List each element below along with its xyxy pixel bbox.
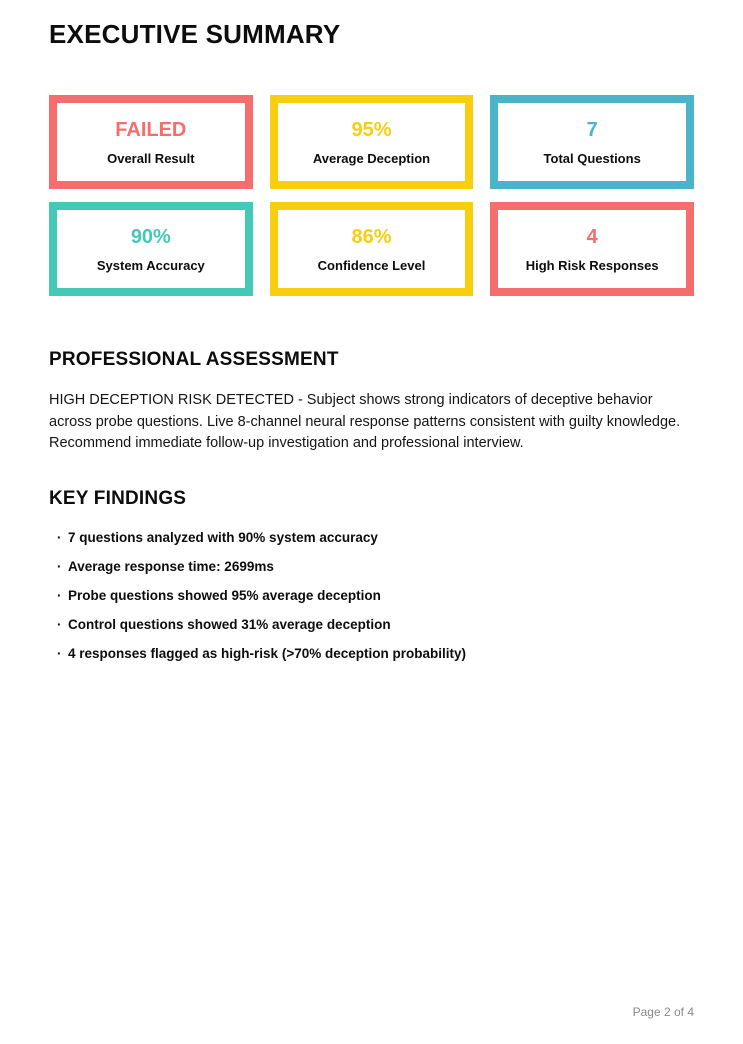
stat-value: FAILED	[115, 118, 187, 141]
stat-label: Overall Result	[107, 150, 195, 166]
assessment-body: HIGH DECEPTION RISK DETECTED - Subject shows strong indicators of deceptive behavior across probe questions. Live 8-channel neural response patterns consistent with guilty knowledge. Recommend immediate follow-up investigation and professional interview.	[49, 392, 681, 451]
findings-heading: KEY FINDINGS	[49, 487, 187, 509]
page-title: EXECUTIVE SUMMARY	[49, 19, 341, 49]
finding-item: · Control questions showed 31% average deception	[49, 618, 694, 632]
page-number: Page 2 of 4	[632, 1005, 694, 1019]
stat-label: System Accuracy	[96, 257, 205, 273]
stat-label: High Risk Responses	[525, 257, 659, 273]
stat-card	[490, 95, 694, 189]
stat-card	[270, 202, 474, 296]
stat-value: 4	[586, 225, 598, 248]
finding-item: · 4 responses flagged as high-risk (>70% deception probability)	[49, 647, 694, 661]
stat-value: 95%	[351, 118, 392, 141]
finding-item: · Probe questions showed 95% average deception	[49, 589, 694, 603]
findings-list	[49, 531, 694, 661]
stats-grid	[49, 95, 694, 296]
stat-value: 7	[586, 118, 598, 141]
finding-item: · Average response time: 2699ms	[49, 560, 694, 574]
stat-card	[49, 202, 253, 296]
finding-item: · 7 questions analyzed with 90% system accuracy	[49, 531, 694, 545]
stat-label: Average Deception	[312, 150, 431, 166]
stat-value: 86%	[351, 225, 392, 248]
stat-label: Confidence Level	[317, 257, 426, 273]
stat-value: 90%	[130, 225, 171, 248]
stat-card	[270, 95, 474, 189]
stat-label: Total Questions	[543, 150, 641, 166]
assessment-heading: PROFESSIONAL ASSESSMENT	[49, 349, 339, 370]
stat-card	[49, 95, 253, 189]
stat-card	[490, 202, 694, 296]
